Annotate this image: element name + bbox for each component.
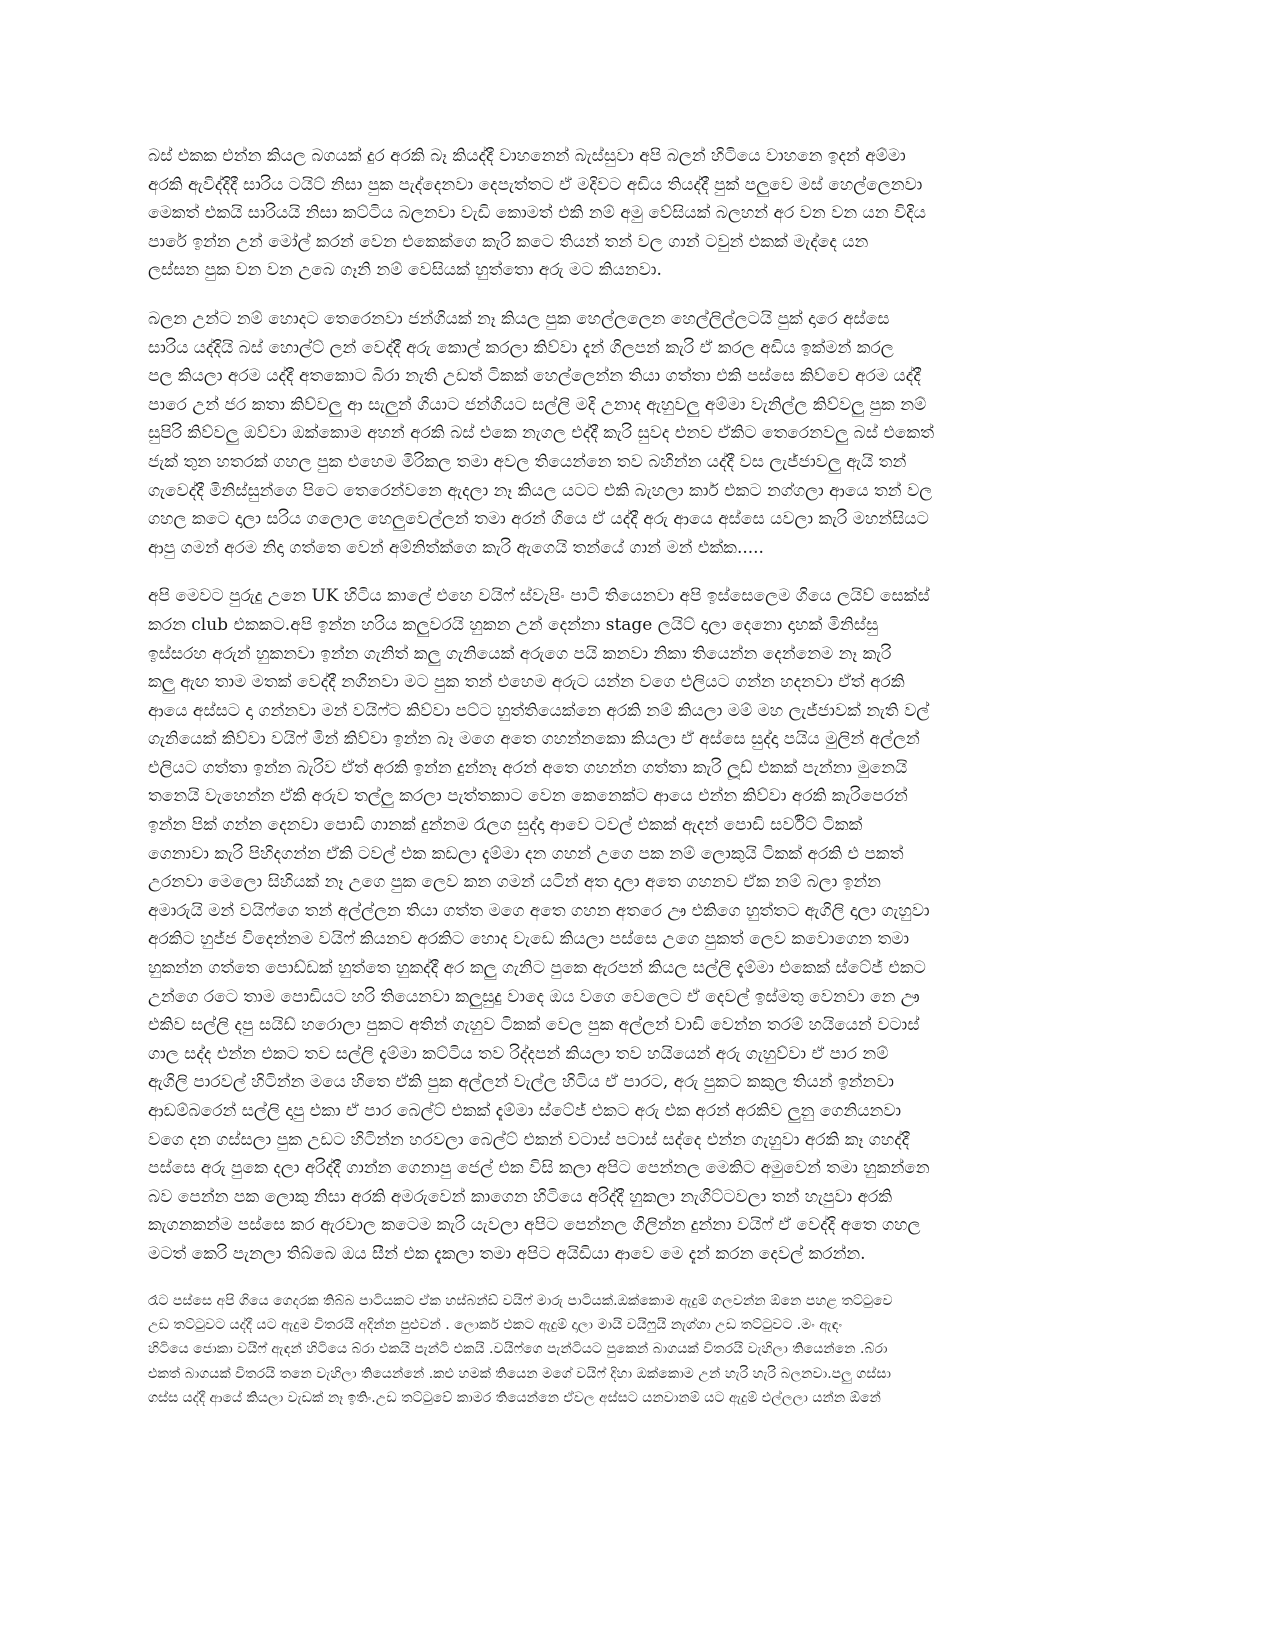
paragraph-3 bbox=[148, 582, 1123, 1268]
text-line: ගස්ස යද්දී ආයේ කියලා වැඩක් නෑ ඉතිං.උඩ තට්ටුවේ කාමර තියෙන්නෙ ඒවල අස්සට යනවානම් යට ඇදුම් එල්ලලා යන්න ඕනේ bbox=[148, 1390, 881, 1407]
text-line: හුකන්න ගත්තෙ පොඩ්ඩක් හුත්තෙ හුකද්දී අර කලු ගැනිට පුකෙ ඇරපන් කියල සල්ලි දැම්මා එකෙක් ස්ටේජ් එකට bbox=[148, 958, 926, 979]
text-line: පල කියලා අරම යද්දී අතකොට බිරා නැති උඩත් ටිකක් හෙල්ලෙන්න තියා ගත්තා එකි පස්සෙ කිව්වෙ අරම යද්දී bbox=[148, 366, 921, 387]
text-line: උන්ගෙ රටෙ තාම පොඩියට හරි තියෙනවා කලුසුදු වාදෙ ඔය වගෙ වෙලෙට ඒ දෙවල් ඉස්මතු වෙනවා නෙ ඌ bbox=[148, 986, 920, 1007]
text-line: බස් එකක එන්න කියල බගයක් දුර අරකි බෑ කියද්දී වාහනෙන් බැස්සුවා අපි බලන් හිටියෙ වාහනෙ ඉදන් අම්මා bbox=[148, 146, 906, 166]
text-line: හිටියෙ ජොකා වයිෆ් ඇඳන් හිටියෙ බ්රා එකයි පැන්ටි එකයි .වයිෆ්ගෙ පැන්ටියට පුකෙන් බාගයක් විතරයි වැහිලා තියෙන්නෙ .බ්රා bbox=[148, 1341, 888, 1358]
text-line: පාරේ ඉන්න උන් මෝල් කරන් වෙන එකෙක්ගෙ කැරි කටෙ තියන් තන් වල ගාන් ටවුන් එකක් මැද්දෙ යන bbox=[148, 231, 869, 252]
text-line: පස්සෙ අරු පුකෙ දලා අරිද්දී ගාන්න ගෙනාපු ජෙල් එක විසි කලා අපිට පෙන්නල මෙකිට අමුවෙන් තමා හුකන්නෙ bbox=[148, 1158, 930, 1179]
paragraph-2 bbox=[148, 305, 1123, 562]
text-line: මෙකත් එකයි සාරියයි නිසා කට්ටිය බලනවා වැඩි කොමත් එකි නම් අමු වේසියක් බලහන් අර වන වන යන විදිය bbox=[148, 203, 926, 224]
text-line: ජැක් තුන හතරක් ගහල පුක එහෙම මිරිකල තමා අවල තියෙන්නෙ තව බහින්න යද්දී වස ලැජ්ජාවලු ඇයි තන් bbox=[148, 451, 907, 472]
text-line: අමාරුයි මන් වයිෆ්ගෙ තන් අල්ල්ලන තියා ගත්ත මගෙ අතෙ ගහන අතරෙ ඌ එකිගෙ හුත්තට ඇගිලි දාලා ගැහුවා bbox=[148, 900, 930, 921]
text-line: පාරෙ උන් ජර කතා කිව්වලු ආ සැලුන් ගියාට ජන්ගියට සල්ලි මදි උනාද ඇහුවලු අම්මා වැනිල්ල කිව්වලු පුක නම් bbox=[148, 394, 927, 415]
text-line: ලස්සන පුක වන වන උබෙ ගෑනි නම් වෙසියක් හුත්තො අරු මට කියනවා. bbox=[148, 260, 662, 281]
text-line: ආයෙ අස්සට දා ගන්නවා මන් වයිෆ්ට කිව්වා පට්ට හුත්තියෙක්නෙ අරකි නම් කියලා මම් මහ ලැජ්ජාවක් නැති වල් bbox=[148, 700, 930, 721]
text-line: තනෙයි වැහෙන්න ඒකි අරුව තල්ලු කරලා පැත්තකාට වෙන කෙනෙක්ට ආයෙ එන්න කිව්වා අරකි කැරිපෙරන් bbox=[148, 786, 908, 807]
text-line: ගැනියෙක් කිව්වා වයිෆ් මින් කිව්වා ඉන්න බෑ මගෙ අතෙ ගහන්නකො කියලා ඒ අස්සෙ සුද්දා පයිය මුලින් අල්ලන් bbox=[148, 729, 920, 750]
text-line: ඉස්සරහ අරුන් හුකනවා ඉන්න ගැනිත් කලු ගැනියෙක් අරුගෙ පයි කනවා නිකා තියෙන්න දෙන්නෙම නෑ කැරි bbox=[148, 643, 892, 664]
text-line: ආඩම්බරෙන් සල්ලි දාපු එකා ඒ පාර බෙල්ට් එකක් දැම්මා ස්ටේජ් එකට අරු එක අරන් අරකිව ලුනු ගෙනියනවා bbox=[148, 1101, 902, 1121]
text-line: උඩ තට්ටුවට යද්දී යට ඇදුම විතරයි අදින්න පුළුවන් . ලොකර් එකට ඇදුම් දාලා මායි වයිෆුයි නැග්ගා උඩ තට්ටුවට .මං ඇඳං bbox=[148, 1316, 843, 1333]
text-line: මටත් කෙරි පැනලා තිබ්බෙ ඔය සීන් එක දැකලා තමා අපිට අයිඩියා ආවෙ මෙ දැන් කරන දෙවල් කරන්න. bbox=[148, 1243, 866, 1264]
text-line: කැගනකන්ම පස්සෙ කර ඇරවාල කටෙම කැරි යැවලා අපිට පෙන්නල ගිලින්න දුන්නා වයිෆ් ඒ වෙද්දි අතෙ ගහල bbox=[148, 1215, 921, 1236]
document-page bbox=[148, 142, 1123, 1411]
text-line: උරනවා මෙලො සිහියක් නෑ උගෙ පුක ලෙව කන ගමන් යටින් අත දාලා අතෙ ගහනව ඒක නම් බලා ඉන්න bbox=[148, 872, 881, 893]
text-line: ඇගිලි පාරවල් හිටින්න මයෙ හිතෙ ඒකි පුක අල්ලන් වැල්ල හිටිය ඒ පාරට, අරු පුකට කකුල තියන් ඉන්නවා bbox=[148, 1072, 895, 1093]
text-line: අරකිට හුජ්ජ විදෙන්නම වයිෆ් කියනව අරකිට හොද වැඩෙ කියලා පස්සෙ උගෙ පුකත් ලෙව කවොගෙන තමා bbox=[148, 929, 910, 950]
text-line: ගෙනාවා කැරි පිහිදගන්න ඒකි ටවල් එක කඩලා දැම්මා දන ගහන් උගෙ පක නම් ලොකුයි ටිකක් අරකි එ පකත් bbox=[148, 843, 904, 864]
text-line: රෑට පස්සෙ අපි ගියෙ ගෙදරක තිබ්බ පාටියකට ඒක හස්බන්ඩ් වයිෆ් මාරු පාටියක්.ඔක්කොම ඇදුම් ගලවන්න ඕනෙ පහළ තට්ටුවෙ bbox=[148, 1292, 893, 1309]
text-line: ඉන්න පික් ගන්න දෙනවා පොඩි ගානක් දුන්නම රෑලග සුද්දා ආවෙ ටවල් එකක් ඇදන් පොඩි සර්විට් ටිකක් bbox=[148, 815, 863, 836]
text-line: කරන club එකකට.අපි ඉන්න හරිය කලුවරයි හුකන උන් දෙන්නා stage ලයිට් දාලා දෙනො දාහක් මිනිස්සු bbox=[148, 614, 879, 635]
text-line: බලන උන්ට නම් හොදට තෙරෙනවා ජන්ගියක් නෑ කියල පුක හෙල්ලලෙන හෙල්ලිල්ලටයි පුක් දාරෙ අස්සෙ bbox=[148, 308, 890, 329]
text-line: එකත් බාගයක් විතරයි තනෙ වැහිලා තියෙන්නේ .කළු හමක් තියෙන මගේ වයිෆ් දිහා ඔක්කොම උන් හැරි හැරි බලනවා.පලු ගස්සා bbox=[148, 1365, 892, 1382]
text-line: වගෙ දන ගස්සලා පුක උඩට හිටින්න හරවලා බෙල්ට් එකන් වටාස් පටාස් සද්දෙ එන්න ගැහුවා අරකි කෑ ගහද්දී bbox=[148, 1129, 910, 1150]
paragraph-4 bbox=[148, 1289, 1123, 1411]
text-line: අරකි ඇවිද්දිදී සාරිය ටයිට් නිසා පුක පැද්දෙනවා දෙපැත්තට ඒ මදිවට අඩිය තියද්දී පුක් පලුවෙ මස් හෙල්ලෙනවා bbox=[148, 174, 923, 195]
text-line: ආපු ගමන් අරම නිදා ගත්තෙ වෙන් අම්නිත්ක්ගෙ කැරි ඇගෙයි තන්යේ ගාන් මන් එක්ක..... bbox=[148, 537, 764, 558]
text-line: ගහල කටෙ දාලා සරිය ගලොල හෙලුවෙල්ලන් තමා අරන් ගියෙ ඒ යද්දී අරු ආයෙ අස්සෙ යවලා කැරි මහන්සියට bbox=[148, 509, 929, 530]
text-line: එකිව සල්ලි දපු සයිඩ් හරොලා පුකට අතින් ගැහුව ටිකක් වෙල පුක අල්ලන් වාඩි වෙන්න තරම් හයියෙන් වටාස් bbox=[148, 1015, 920, 1036]
paragraph-1 bbox=[148, 142, 1123, 285]
text-line: සාරිය යද්දියි බස් හොල්ට් ලන් වෙද්දී අරු කොල් කරලා කිව්වා දැන් ගිලපන් කැරි ඒ කරල අඩිය ඉක්මන් කරල bbox=[148, 337, 894, 358]
text-line: ගැවෙද්දී මිනිස්සුන්ගෙ පිටෙ තෙරෙන්වනෙ ඇදලා නෑ කියල යටට එකි බැහලා කාර් එකට නග්ගලා ආයෙ තන් වල bbox=[148, 480, 933, 501]
text-line: එලියට ගත්තා ඉන්න බැරිව ඒත් අරකි ඉන්න දුන්නෑ අරන් අතෙ ගහන්න ගත්තා කැරි ලූඩ් එකක් පැන්නා මුනෙයි bbox=[148, 757, 908, 778]
text-line: සුපිරි කිව්වලු ඔව්වා ඔක්කොම අහන් අරකි බස් එකෙ නැගල එද්දී කැරි සුවද එනව ඒකිට තෙරෙනවලු බස් එකෙත් bbox=[148, 423, 935, 444]
text-line: බව පෙන්න පක ලොකු නිසා අරකි අමරුවෙන් කාගෙන හිටියෙ අරිද්දී හුකලා නැගිට්ටවලා තන් හැපුවා අරකි bbox=[148, 1186, 893, 1207]
text-line: කලු ඇඟ තාම මතක් වෙද්දී නගිනවා මට පුක තන් එහෙම අරුට යන්න වගෙ එලියට ගන්න හදනවා ඒත් අරකි bbox=[148, 672, 905, 693]
text-line: ගාල සද්ද එන්න එකට තව සල්ලි දැම්මා කට්ටිය තව රිද්දපන් කියලා තව හයියෙන් අරු ගැහුව්වා ඒ පාර නම් bbox=[148, 1043, 889, 1064]
text-line: අපි මෙවට පුරුදු උනෙ UK හිටිය කාලේ එහෙ වයිෆ් ස්වැපිං පාටි තියෙනවා අපි ඉස්සෙලෙම ගියෙ ලයිව් සෙක්ස් bbox=[148, 586, 930, 607]
